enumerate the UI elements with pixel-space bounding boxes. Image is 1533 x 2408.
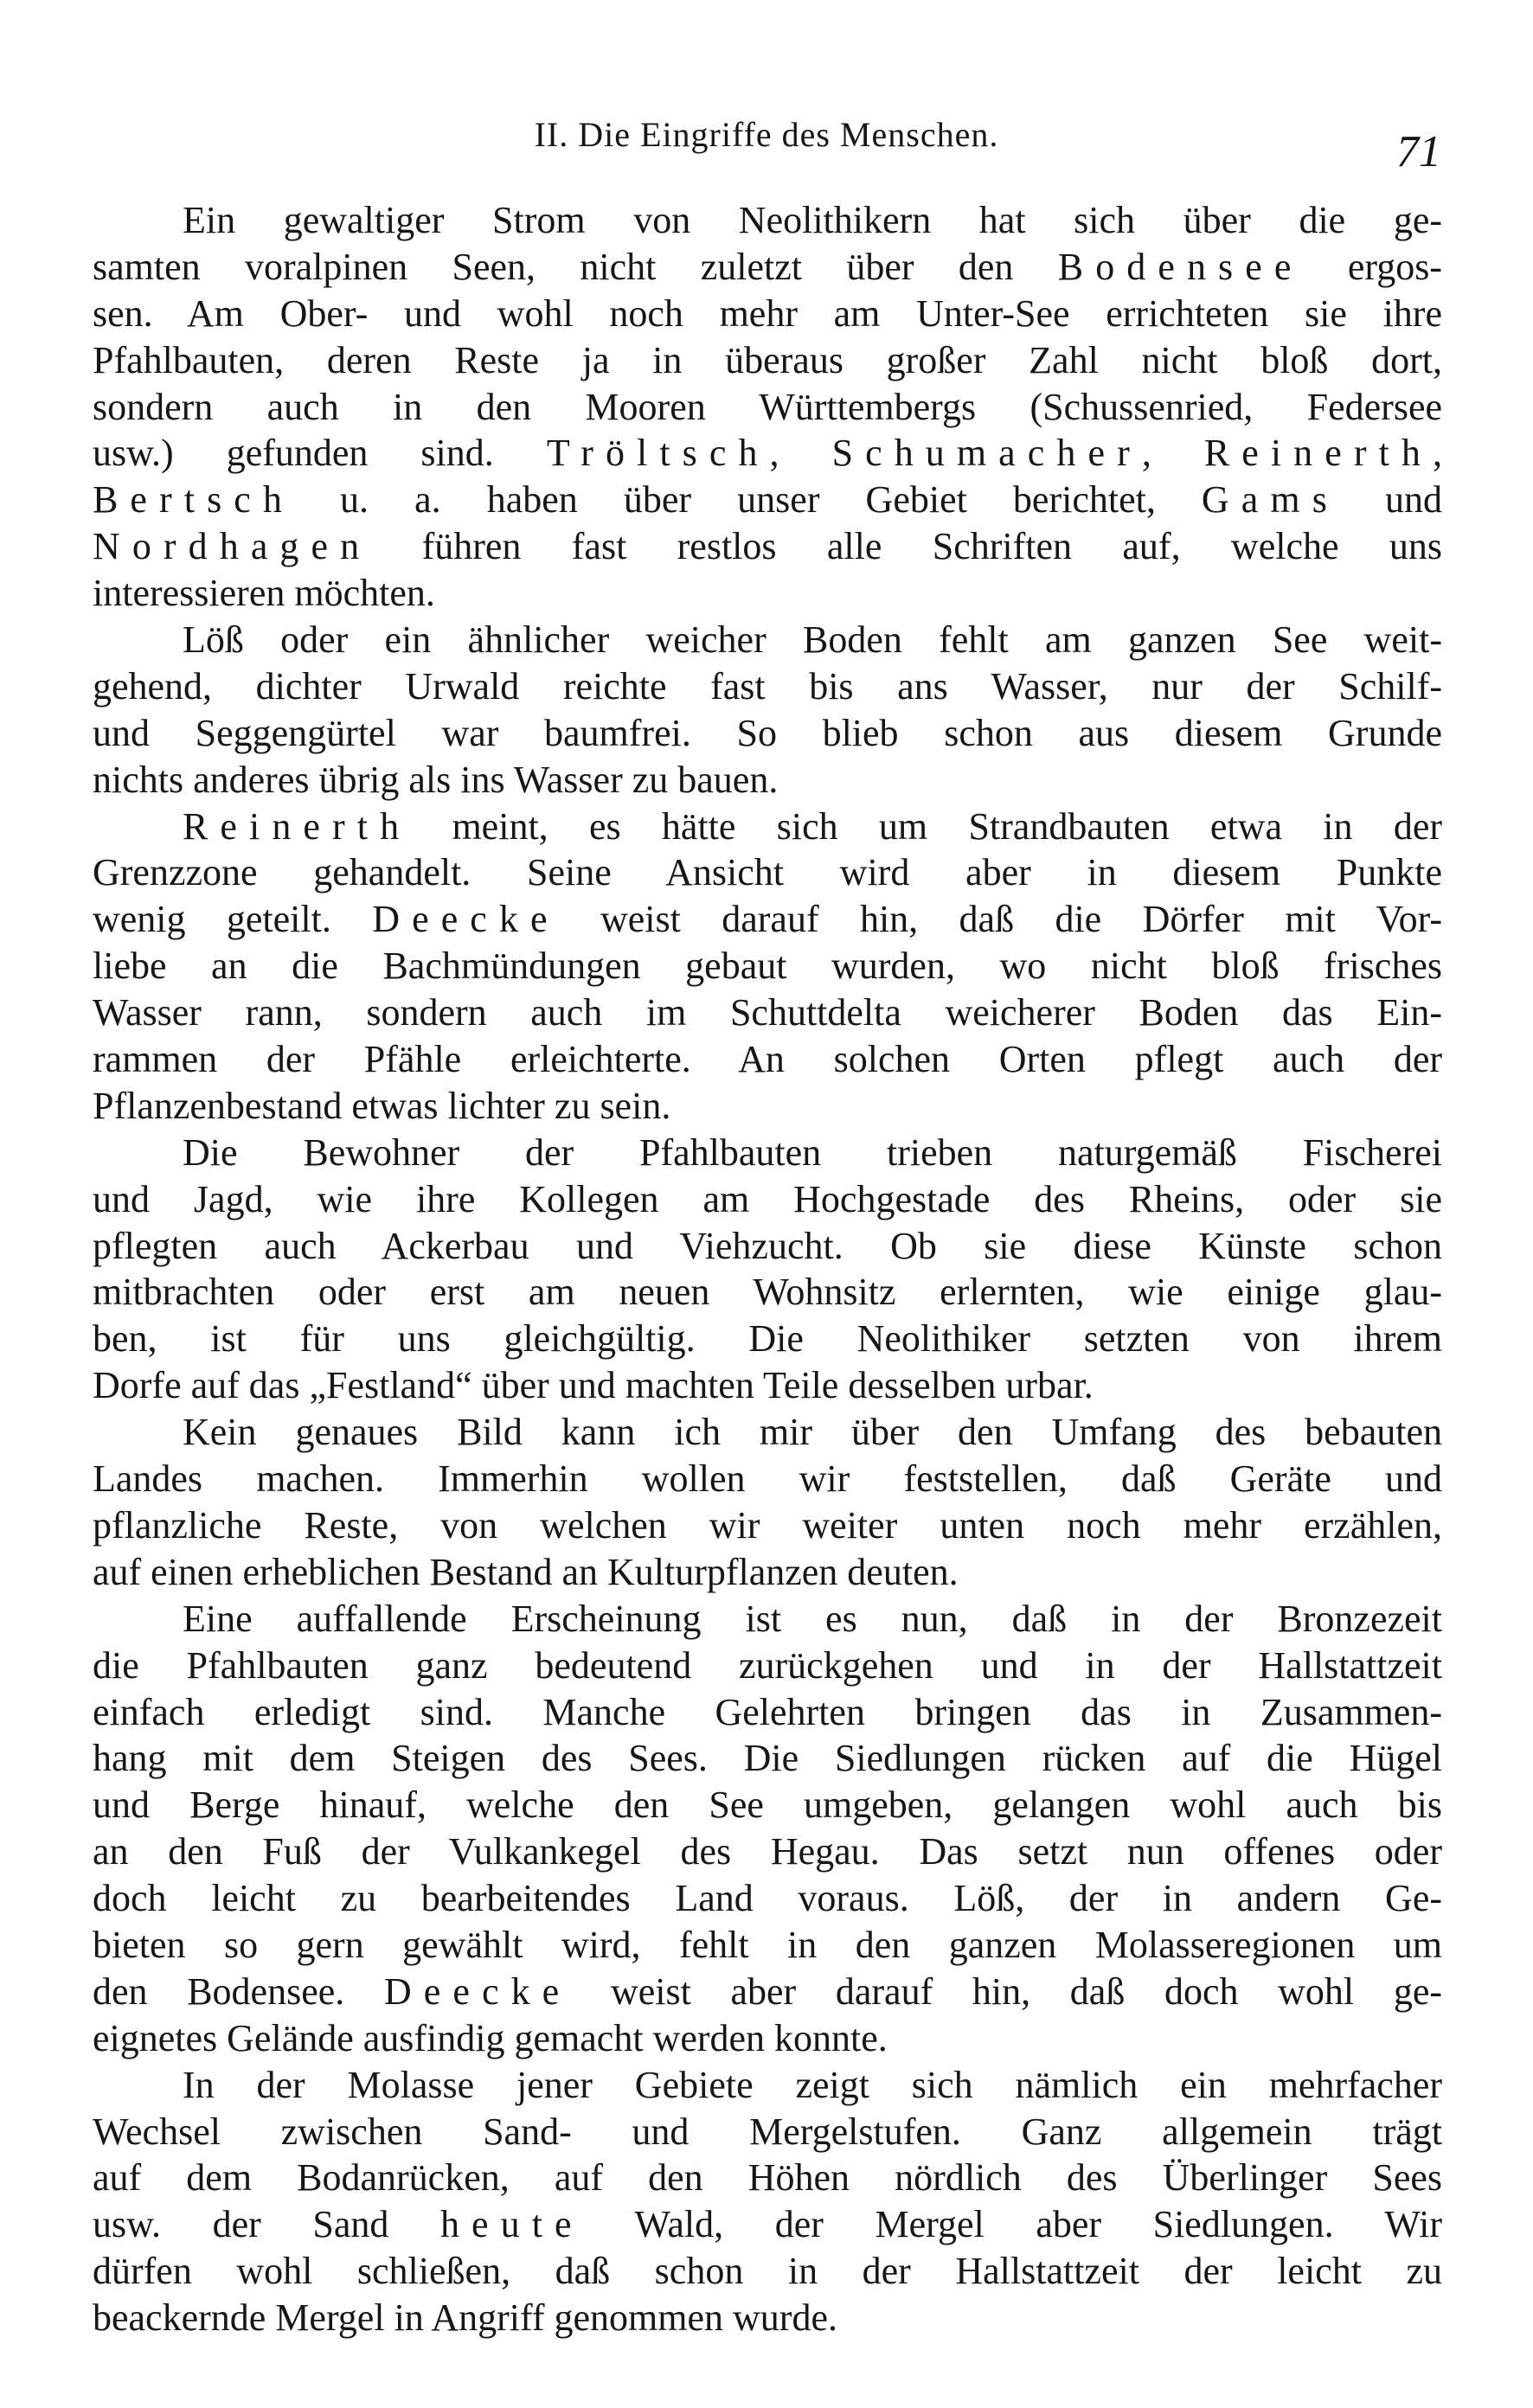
spaced-name: Deecke (372, 898, 560, 941)
text-run: einfach erledigt sind. Manche Gelehrten bringen das in Zusammen- (93, 1690, 1442, 1733)
text-line (93, 2062, 1442, 2109)
spaced-name: Tröltsch (546, 432, 770, 475)
text-line (93, 1456, 1442, 1502)
text-line (93, 570, 1442, 617)
text-line (93, 1922, 1442, 1969)
text-run: Wechsel zwischen Sand- und Mergelstufen. Ganz allgemein trägt (93, 2110, 1442, 2153)
text-line (93, 291, 1442, 337)
text-run: meint, es hätte sich um Strandbauten etwa in der (411, 804, 1442, 848)
text-line (93, 1735, 1442, 1782)
text-run: und Berge hinauf, welche den See umgeben, gelangen wohl auch bis (93, 1784, 1442, 1827)
text-run: Landes machen. Immerhin wollen wir feststellen, daß Geräte und (93, 1457, 1442, 1501)
spaced-name: Reinerth (183, 804, 412, 848)
text-run: Eine auffallende Erscheinung ist es nun, daß in der Bronzezeit (183, 1597, 1442, 1640)
text-line (93, 943, 1442, 989)
text-line (93, 1689, 1442, 1736)
text-line (93, 1316, 1442, 1362)
text-run: Pfahlbauten, deren Reste ja in überaus großer Zahl nicht bloß dort, (93, 338, 1442, 381)
text-run: usw.) gefunden sind. (93, 432, 547, 475)
text-line (93, 523, 1442, 570)
text-run: Die Bewohner der Pfahlbauten trieben naturgemäß Fischerei (183, 1130, 1442, 1174)
text-line (93, 2248, 1442, 2295)
text-line (93, 1596, 1442, 1643)
text-line (93, 804, 1442, 850)
text-line (93, 1036, 1442, 1083)
text-line (93, 477, 1442, 523)
text-line (93, 1223, 1442, 1270)
text-line (93, 430, 1442, 477)
text-run: hang mit dem Steigen des Sees. Die Siedlungen rücken auf die Hügel (93, 1737, 1442, 1780)
text-line (93, 1969, 1442, 2015)
paragraph (93, 1596, 1442, 2062)
text-line (93, 2295, 1442, 2341)
text-run: Wasser rann, sondern auch im Schuttdelta weicherer Boden das Ein- (93, 991, 1442, 1034)
text-run: samten voralpinen Seen, nicht zuletzt über den (93, 245, 1058, 288)
text-line (93, 896, 1442, 943)
text-line (93, 757, 1442, 804)
text-line (93, 1782, 1442, 1828)
paragraph (93, 2062, 1442, 2341)
text-line (93, 1130, 1442, 1176)
text-line (93, 2015, 1442, 2062)
text-line (93, 2155, 1442, 2201)
text-run: rammen der Pfähle erleichterte. An solchen Orten pflegt auch der (93, 1038, 1442, 1081)
text-run: weist darauf hin, daß die Dörfer mit Vor- (559, 898, 1442, 941)
text-line (93, 989, 1442, 1036)
text-run: , (769, 432, 832, 475)
spaced-name: heute (439, 2203, 584, 2246)
text-run: beackernde Mergel in Angriff genommen wurde. (93, 2296, 837, 2340)
spaced-name: Bodensee (1057, 245, 1304, 288)
text-run: weist aber darauf hin, daß doch wohl ge- (571, 1969, 1443, 2013)
text-run: Löß oder ein ähnlicher weicher Boden fehlt am ganzen See weit- (183, 618, 1442, 662)
text-line (93, 663, 1442, 710)
body-text (93, 197, 1442, 2341)
text-run: In der Molasse jener Gebiete zeigt sich nämlich ein mehrfacher (183, 2063, 1442, 2106)
page-number: 71 (1396, 127, 1441, 176)
paragraph (93, 1130, 1442, 1409)
text-line (93, 1362, 1442, 1409)
text-line (93, 1828, 1442, 1875)
text-run: Wald, der Mergel aber Siedlungen. Wir (583, 2203, 1442, 2246)
spaced-name: Deecke (383, 1969, 572, 2013)
text-run: Kein genaues Bild kann ich mir über den Umfang des bebauten (183, 1411, 1442, 1454)
text-run: führen fast restlos alle Schriften auf, welche uns (371, 525, 1442, 568)
text-line (93, 1643, 1442, 1689)
text-run: pflanzliche Reste, von welchen wir weiter unten noch mehr erzählen, (93, 1503, 1442, 1547)
spaced-name: Schumacher (831, 432, 1142, 475)
text-run: ben, ist für uns gleichgültig. Die Neolithiker setzten von ihrem (93, 1317, 1442, 1361)
text-run: dürfen wohl schließen, daß schon in der Hallstattzeit der leicht zu (93, 2250, 1442, 2293)
text-run: interessieren möchten. (93, 572, 435, 615)
text-run: mitbrachten oder erst am neuen Wohnsitz erlernten, wie einige glau- (93, 1271, 1442, 1314)
text-run: an den Fuß der Vulkankegel des Hegau. Das setzt nun offenes oder (93, 1830, 1442, 1873)
text-run: sondern auch in den Mooren Württembergs (Schussenried, Federsee (93, 385, 1442, 428)
text-run: und Jagd, wie ihre Kollegen am Hochgestade des Rheins, oder sie (93, 1177, 1442, 1220)
text-run: , (1141, 432, 1204, 475)
text-run: u. a. haben über unser Gebiet berichtet, (293, 478, 1202, 522)
text-line (93, 617, 1442, 663)
spaced-name: Nordhagen (93, 525, 372, 568)
text-run: wenig geteilt. (93, 898, 373, 941)
text-run: doch leicht zu bearbeitendes Land voraus. Löß, der in andern Ge- (93, 1877, 1442, 1920)
text-run: und Seggengürtel war baumfrei. So blieb schon aus diesem Grunde (93, 711, 1442, 754)
paragraph (93, 617, 1442, 804)
text-run: Pflanzenbestand etwas lichter zu sein. (93, 1084, 671, 1127)
paragraph (93, 804, 1442, 1130)
text-line (93, 1502, 1442, 1549)
text-run: pflegten auch Ackerbau und Viehzucht. Ob sie diese Künste schon (93, 1224, 1442, 1267)
text-line (93, 1549, 1442, 1596)
spaced-name: Bertsch (93, 478, 294, 522)
text-line (93, 1875, 1442, 1922)
text-line (93, 197, 1442, 244)
text-run: bieten so gern gewählt wird, fehlt in den ganzen Molasseregionen um (93, 1923, 1442, 1966)
text-run: eignetes Gelände ausfindig gemacht werden konnte. (93, 2016, 888, 2059)
spaced-name: Gams (1201, 478, 1339, 522)
text-line (93, 849, 1442, 896)
text-run: usw. der Sand (93, 2203, 440, 2246)
text-run: Dorfe auf das „Festland“ über und machten Teile desselben urbar. (93, 1364, 1094, 1407)
text-run: auf dem Bodanrücken, auf den Höhen nördlich des Überlinger Sees (93, 2156, 1442, 2200)
text-run: , (1433, 432, 1442, 475)
text-line (93, 2109, 1442, 2155)
text-run: den Bodensee. (93, 1969, 384, 2013)
text-line (93, 710, 1442, 757)
paragraph (93, 197, 1442, 617)
text-run: gehend, dichter Urwald reichte fast bis ans Wasser, nur der Schilf- (93, 664, 1442, 708)
text-line (93, 1176, 1442, 1223)
text-line (93, 384, 1442, 431)
text-line (93, 1083, 1442, 1130)
text-line (93, 337, 1442, 384)
running-head: II. Die Eingriffe des Menschen. (534, 115, 999, 154)
text-run: Ein gewaltiger Strom von Neolithikern hat sich über die ge- (183, 199, 1442, 241)
text-run: Grenzzone gehandelt. Seine Ansicht wird aber in diesem Punkte (93, 851, 1442, 894)
text-line (93, 1269, 1442, 1316)
text-run: nichts anderes übrig als ins Wasser zu bauen. (93, 758, 779, 801)
text-run: die Pfahlbauten ganz bedeutend zurückgehen und in der Hallstattzeit (93, 1643, 1442, 1687)
text-run: ergos- (1303, 245, 1442, 288)
text-line (93, 2201, 1442, 2248)
text-run: sen. Am Ober- und wohl noch mehr am Unter-See errichteten sie ihre (93, 291, 1442, 335)
text-line (93, 244, 1442, 291)
text-run: auf einen erheblichen Bestand an Kulturpflanzen deuten. (93, 1550, 959, 1593)
text-run: und (1338, 478, 1442, 522)
spaced-name: Reinerth (1203, 432, 1433, 475)
paragraph (93, 1409, 1442, 1596)
text-run: liebe an die Bachmündungen gebaut wurden, wo nicht bloß frisches (93, 945, 1442, 988)
text-line (93, 1409, 1442, 1456)
